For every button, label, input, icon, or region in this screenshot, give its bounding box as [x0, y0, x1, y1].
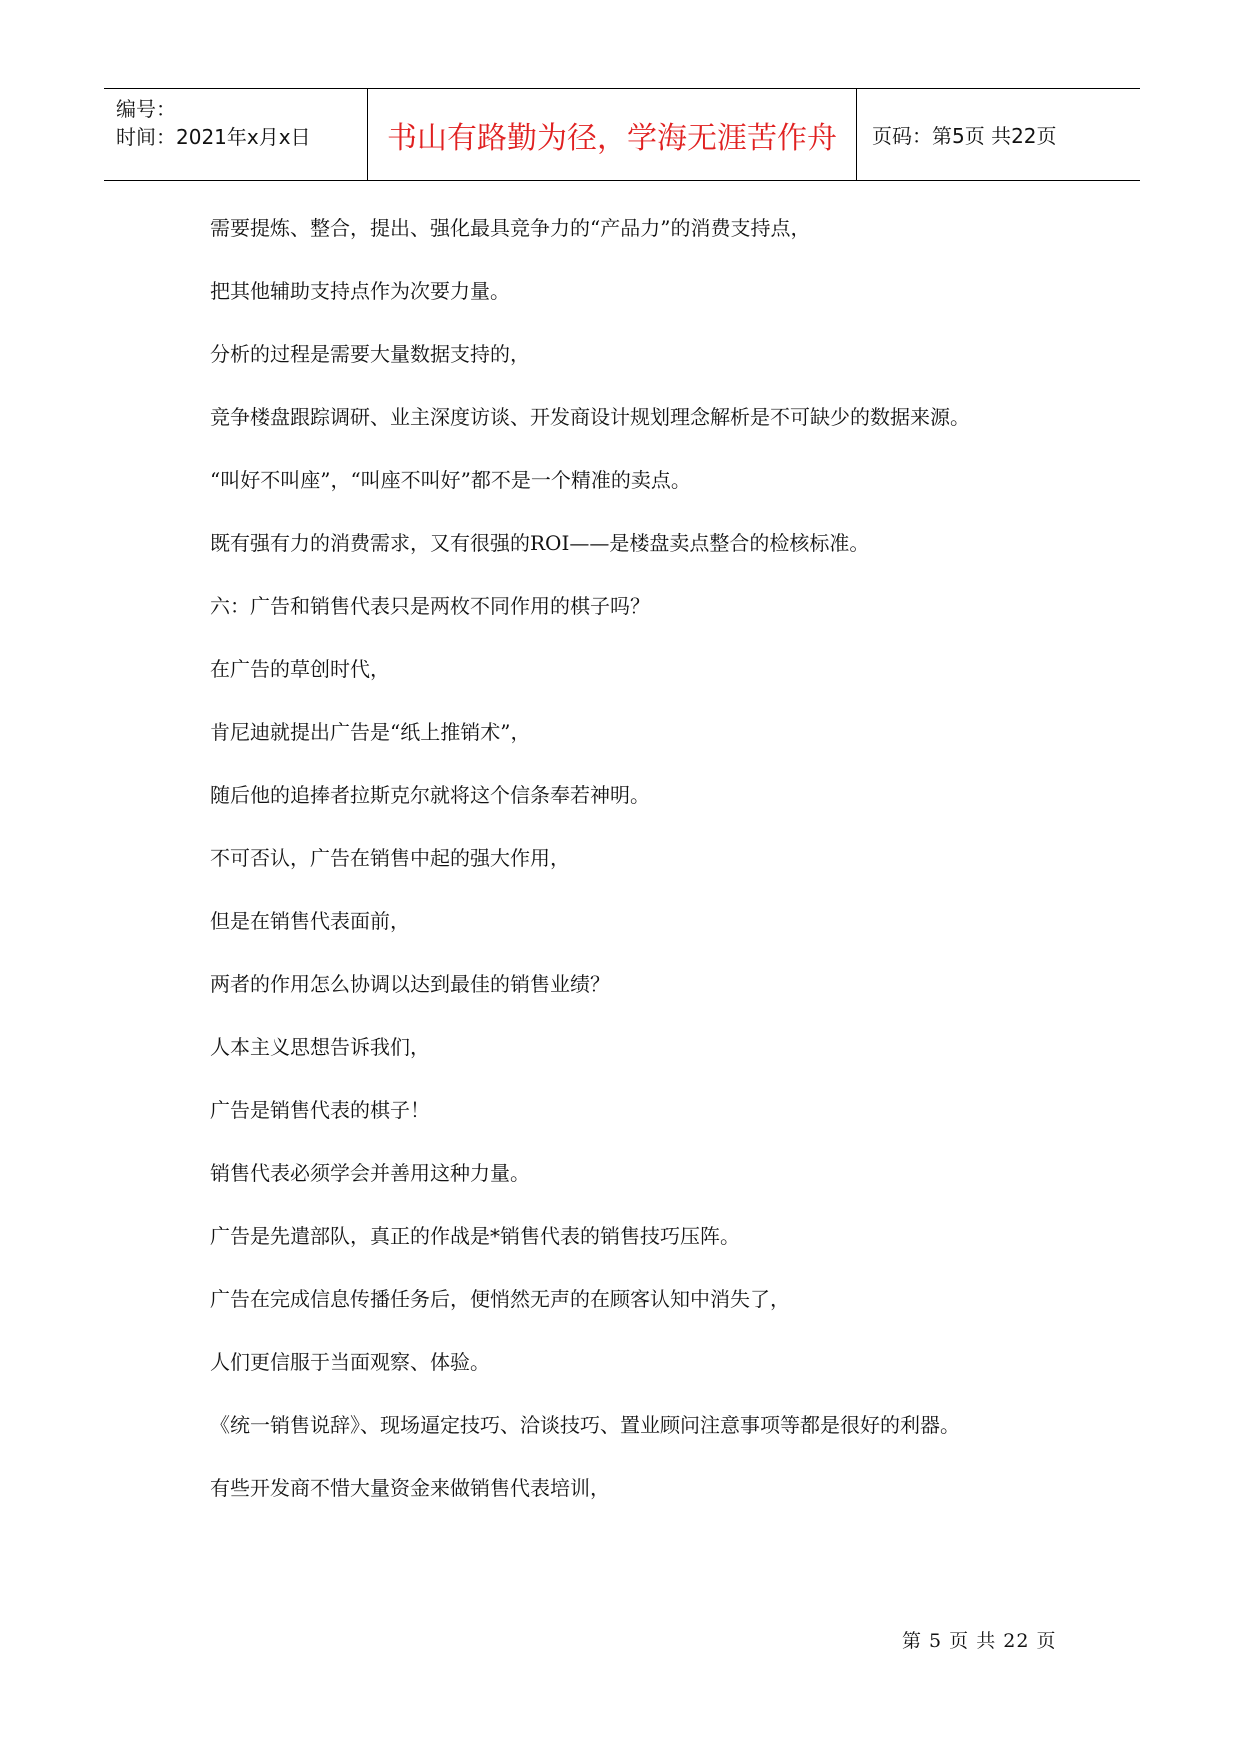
- body-line: 销售代表必须学会并善用这种力量。: [210, 1161, 530, 1185]
- page-footer: 第 5 页 共 22 页: [902, 1630, 1057, 1652]
- header-meta: [104, 89, 368, 180]
- body-line: “叫好不叫座”，“叫座不叫好”都不是一个精准的卖点。: [210, 468, 691, 492]
- body-line: 有些开发商不惜大量资金来做销售代表培训，: [210, 1476, 610, 1500]
- document-time-label: 时间：2021年x月x日: [116, 125, 311, 149]
- body-line: 肯尼迪就提出广告是“纸上推销术”，: [210, 720, 531, 744]
- header-motto: 书山有路勤为径，学海无涯苦作舟: [368, 89, 857, 180]
- body-line: 不可否认，广告在销售中起的强大作用，: [210, 846, 570, 870]
- section-heading: 六：广告和销售代表只是两枚不同作用的棋子吗？: [210, 594, 650, 618]
- body-line: 需要提炼、整合，提出、强化最具竞争力的“产品力”的消费支持点，: [210, 216, 811, 240]
- body-line: 竞争楼盘跟踪调研、业主深度访谈、开发商设计规划理念解析是不可缺少的数据来源。: [210, 405, 970, 429]
- page-header: [104, 88, 1140, 181]
- body-line: 但是在销售代表面前，: [210, 909, 410, 933]
- body-line: 分析的过程是需要大量数据支持的，: [210, 342, 530, 366]
- body-line: 《统一销售说辞》、现场逼定技巧、洽谈技巧、置业顾问注意事项等都是很好的利器。: [210, 1413, 960, 1437]
- body-line: 人本主义思想告诉我们，: [210, 1035, 430, 1059]
- body-line: 人们更信服于当面观察、体验。: [210, 1350, 490, 1374]
- body-line: 把其他辅助支持点作为次要力量。: [210, 279, 510, 303]
- body-line: 既有强有力的消费需求，又有很强的ROI——是楼盘卖点整合的检核标准。: [210, 531, 870, 555]
- body-line: 广告在完成信息传播任务后，便悄然无声的在顾客认知中消失了，: [210, 1287, 790, 1311]
- body-line: 随后他的追捧者拉斯克尔就将这个信条奉若神明。: [210, 783, 650, 807]
- body-line: 广告是先遣部队，真正的作战是*销售代表的销售技巧压阵。: [210, 1224, 740, 1248]
- document-id-label: 编号：: [116, 97, 176, 121]
- document-body: [210, 208, 1090, 1531]
- body-line: 在广告的草创时代，: [210, 657, 390, 681]
- body-line: 两者的作用怎么协调以达到最佳的销售业绩？: [210, 972, 610, 996]
- body-line: 广告是销售代表的棋子！: [210, 1098, 430, 1122]
- header-page-number: 页码：第5页 共22页: [872, 124, 1057, 148]
